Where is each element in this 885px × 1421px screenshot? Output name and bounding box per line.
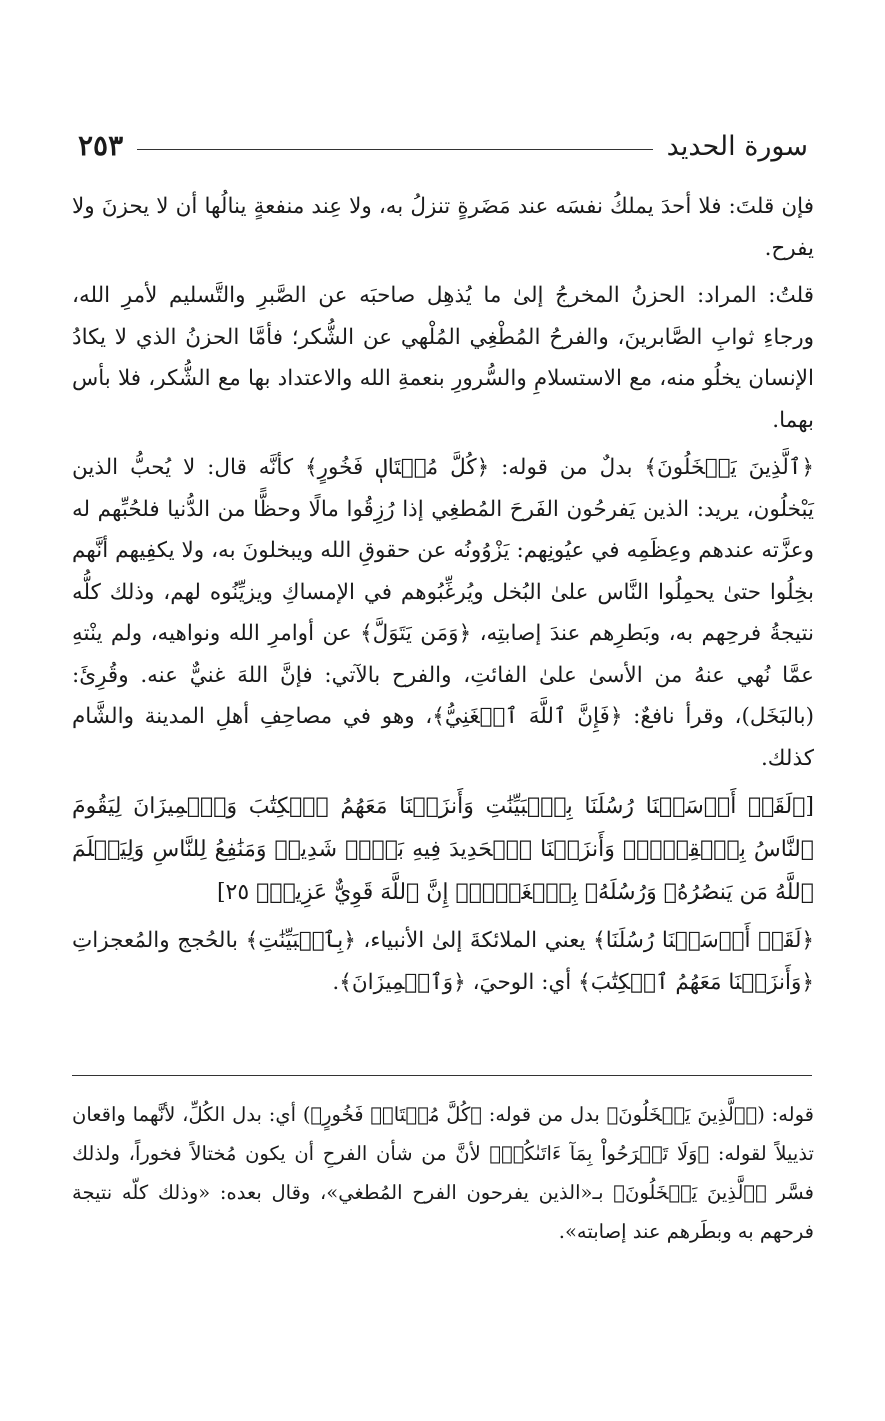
- paragraph-answer: قلتُ: المراد: الحزنُ المخرجُ إلىٰ ما يُذهِل صاحبَه عن الصَّبرِ والتَّسليم لأمرِ الله، ورجاءِ ثوابِ الصَّابرينَ، والفرحُ المُطْغِي المُلْهي عن الشُّكر؛ فأمَّا الحزنُ الذي لا يكادُ الإنسان يخلُو منه، مع الاستسلامِ والسُّرورِ بنعمةِ الله والاعتداد بها مع الشُّكر، فلا بأس بهما.: [72, 283, 814, 433]
- main-text: [72, 186, 814, 1009]
- paragraph-question: فإن قلتَ: فلا أحدَ يملكُ نفسَه عند مَضَرةٍ تنزلُ به، ولا عِند منفعةٍ ينالُها أن لا يحزنَ ولا يفرح.: [72, 194, 814, 261]
- surah-title: سورة الحديد: [666, 131, 808, 162]
- footnote-paragraph: قوله: (﴿ٱلَّذِينَ يَبۡخَلُونَ﴾ بدل من قوله: ﴿كُلَّ مُخۡتَالٖ فَخُورٍ﴾) أي: بدل الكُلِّ، لأنَّهما واقعان تذييلاً لقوله: ﴿وَلَا تَفۡرَحُواْ بِمَآ ءَاتَىٰكُمۡ﴾ لأنَّ من شأن الفرحِ أن يكون مُختالاً فخوراً، ولذلك فسَّر ﴿ٱلَّذِينَ يَبۡخَلُونَ﴾ بـ«الذين يفرحون الفرح المُطغي»، وقال بعده: «وذلك كلّه نتيجة فرحهم به وبطَرهم عند إصابته».: [72, 1103, 814, 1243]
- page-header: [78, 118, 808, 162]
- footnotes: [72, 1095, 814, 1251]
- header-rule: [137, 149, 653, 150]
- footnote-divider: [72, 1075, 812, 1076]
- paragraph-closing: ﴿لَقَدۡ أَرۡسَلۡنَا رُسُلَنَا﴾ يعني الملائكةَ إلىٰ الأنبياء، ﴿بِٱلۡبَيِّنَٰتِ﴾ بالحُجج والمُعجزاتِ ﴿وَأَنزَلۡنَا مَعَهُمُ ٱلۡكِتَٰبَ﴾ أي: الوحيَ، ﴿وَٱلۡمِيزَانَ﴾.: [72, 928, 814, 995]
- page-number: ٢٥٣: [78, 129, 124, 162]
- paragraph-commentary: ﴿ٱلَّذِينَ يَبۡخَلُونَ﴾ بدلٌ من قوله: ﴿كُلَّ مُخۡتَالٖ فَخُورٍ﴾ كأنَّه قال: لا يُحبُّ الذين يَبْخلُون، يريد: الذين يَفرحُون الفَرحَ المُطغِي إذا رُزِقُوا مالًا وحظًّا من الدُّنيا فلحُبِّهم له وعزَّته عندهم وعِظَمِه في عيُونِهم: يَزْوُونُه عن حقوقِ الله ويبخلونَ به، ولا يكفِيهم أنَّهم بخِلُوا حتىٰ يحمِلُوا النَّاس علىٰ البُخل ويُرغِّبُوهم في الإمساكِ ويزيِّنُوه لهم، وذلك كلُّه نتيجةُ فرحِهم به، وبَطرِهم عندَ إصابتِه، ﴿وَمَن يَتَوَلَّ﴾ عن أوامرِ الله ونواهيه، ولم ينْتهِ عمَّا نُهي عنهُ من الأسىٰ علىٰ الفائتِ، والفرح بالآتي: فإنَّ اللهَ غنيٌّ عنه. وقُرِئَ: (بالبَخَل)، وقرأ نافعٌ: ﴿فَإِنَّ ٱللَّهَ ٱلۡغَنِيُّ﴾، وهو في مصاحِفِ أهلِ المدينة والشَّام كذلك.: [72, 455, 814, 771]
- quran-verse: [﴿لَقَدۡ أَرۡسَلۡنَا رُسُلَنَا بِٱلۡبَيِّنَٰتِ وَأَنزَلۡنَا مَعَهُمُ ٱلۡكِتَٰبَ وَٱلۡمِيزَانَ لِيَقُومَ ٱلنَّاسُ بِٱلۡقِسۡطِۖ وَأَنزَلۡنَا ٱلۡحَدِيدَ فِيهِ بَأۡسٞ شَدِيدٞ وَمَنَٰفِعُ لِلنَّاسِ وَلِيَعۡلَمَ ٱللَّهُ مَن يَنصُرُهُۥ وَرُسُلَهُۥ بِٱلۡغَيۡبِۚ إِنَّ ٱللَّهَ قَوِيٌّ عَزِيزٞ﴾ ٢٥]: [72, 794, 814, 905]
